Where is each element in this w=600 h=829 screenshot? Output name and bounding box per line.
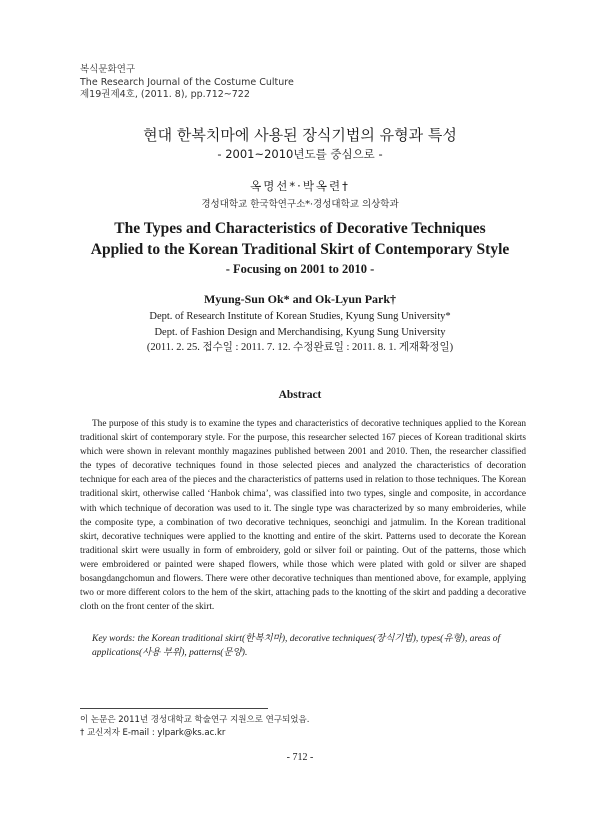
paper-title-en-line2: Applied to the Korean Traditional Skirt of Contemporary Style: [90, 241, 510, 258]
paper-subtitle-en: - Focusing on 2001 to 2010 -: [225, 262, 375, 276]
affiliation-kr: 경성대학교 한국학연구소*·경성대학교 의상학과: [201, 199, 399, 210]
paper-subtitle-kr: - 2001~2010년도를 중심으로 -: [217, 147, 383, 161]
abstract-heading: Abstract: [278, 389, 322, 401]
affiliation-en-2: Dept. of Fashion Design and Merchandising, Kyung Sung University: [154, 326, 446, 338]
authors-en: Myung-Sun Ok* and Ok-Lyun Park†: [203, 292, 397, 306]
volume-info: 제19권제4호, (2011. 8), pp.712~722: [80, 89, 250, 100]
submission-dates: (2011. 2. 25. 접수일 : 2011. 7. 12. 수정완료일 : 2011. 8. 1. 게재확정일): [146, 342, 454, 353]
journal-header: [80, 64, 294, 102]
footnote-corresponding-author: † 교신저자 E-mail : ylpark@ks.ac.kr: [80, 728, 226, 738]
paper-title-en-line1: The Types and Characteristics of Decorative Techniques: [114, 220, 486, 237]
paper-title-en: [0, 218, 600, 260]
footnote-funding: 이 논문은 2011년 경성대학교 학술연구 지원으로 연구되었음.: [80, 715, 310, 725]
keywords-label: Key words:: [92, 634, 136, 644]
affiliations-en: [0, 309, 600, 356]
journal-title-kr: 복식문화연구: [80, 64, 136, 75]
footnotes: [80, 714, 309, 740]
affiliation-en-1: Dept. of Research Institute of Korean Studies, Kyung Sung University*: [149, 311, 451, 322]
page-number: - 712 -: [286, 752, 314, 763]
abstract-body: The purpose of this study is to examine the types and characteristics of decorative techniques applied to the Korean traditional skirt of contemporary style. For the purpose, this researcher selected 167 pieces of Korean traditional skirts which were shown in relevant monthly magazines published between 2001 and 2010. Then, the researcher classified the types of decorative techniques found in those selected pieces and analyzed the characteristics of decoration technique for each area of the pieces and the characteristics of patterns used in relation to those techniques. The Korean traditional skirt, otherwise called ‘Hanbok chima’, was classified into two types, single and composite, in accordance with which technique of decoration was used to it. The single type was characterized by so many embroideries, while the composite type, a combination of two decorative techniques, seonchigi and jatmulim. In the Korean traditional skirt, decorative techniques were applied to the knotting and entire of the skirt. Patterns used to decorate the Korean traditional skirt were usually in form of embroidery, gold or silver foil or painting. Out of the patterns, those which were embroidered or painted were shaped flowers, while those which were plated with gold or silver are shaped bosangdangchomun and flowers. There were other decorative techniques than mentioned above, for example, applying two or more different colors to the hem of the skirt, attaching pads to the knotting of the skirt and padding a decorative cloth on the front center of the skirt.: [80, 419, 526, 613]
authors-kr: 옥명선*·박옥련†: [250, 179, 350, 193]
journal-title-en: The Research Journal of the Costume Culture: [80, 76, 294, 88]
keywords: [92, 632, 528, 660]
footnote-divider: [80, 708, 268, 709]
keywords-text: the Korean traditional skirt(한복치마), decorative techniques(장식기법), types(유형), areas of applications(사용 부위), patterns(문양).: [92, 634, 501, 658]
paper-title-kr: 현대 한복치마에 사용된 장식기법의 유형과 특성: [143, 126, 457, 144]
